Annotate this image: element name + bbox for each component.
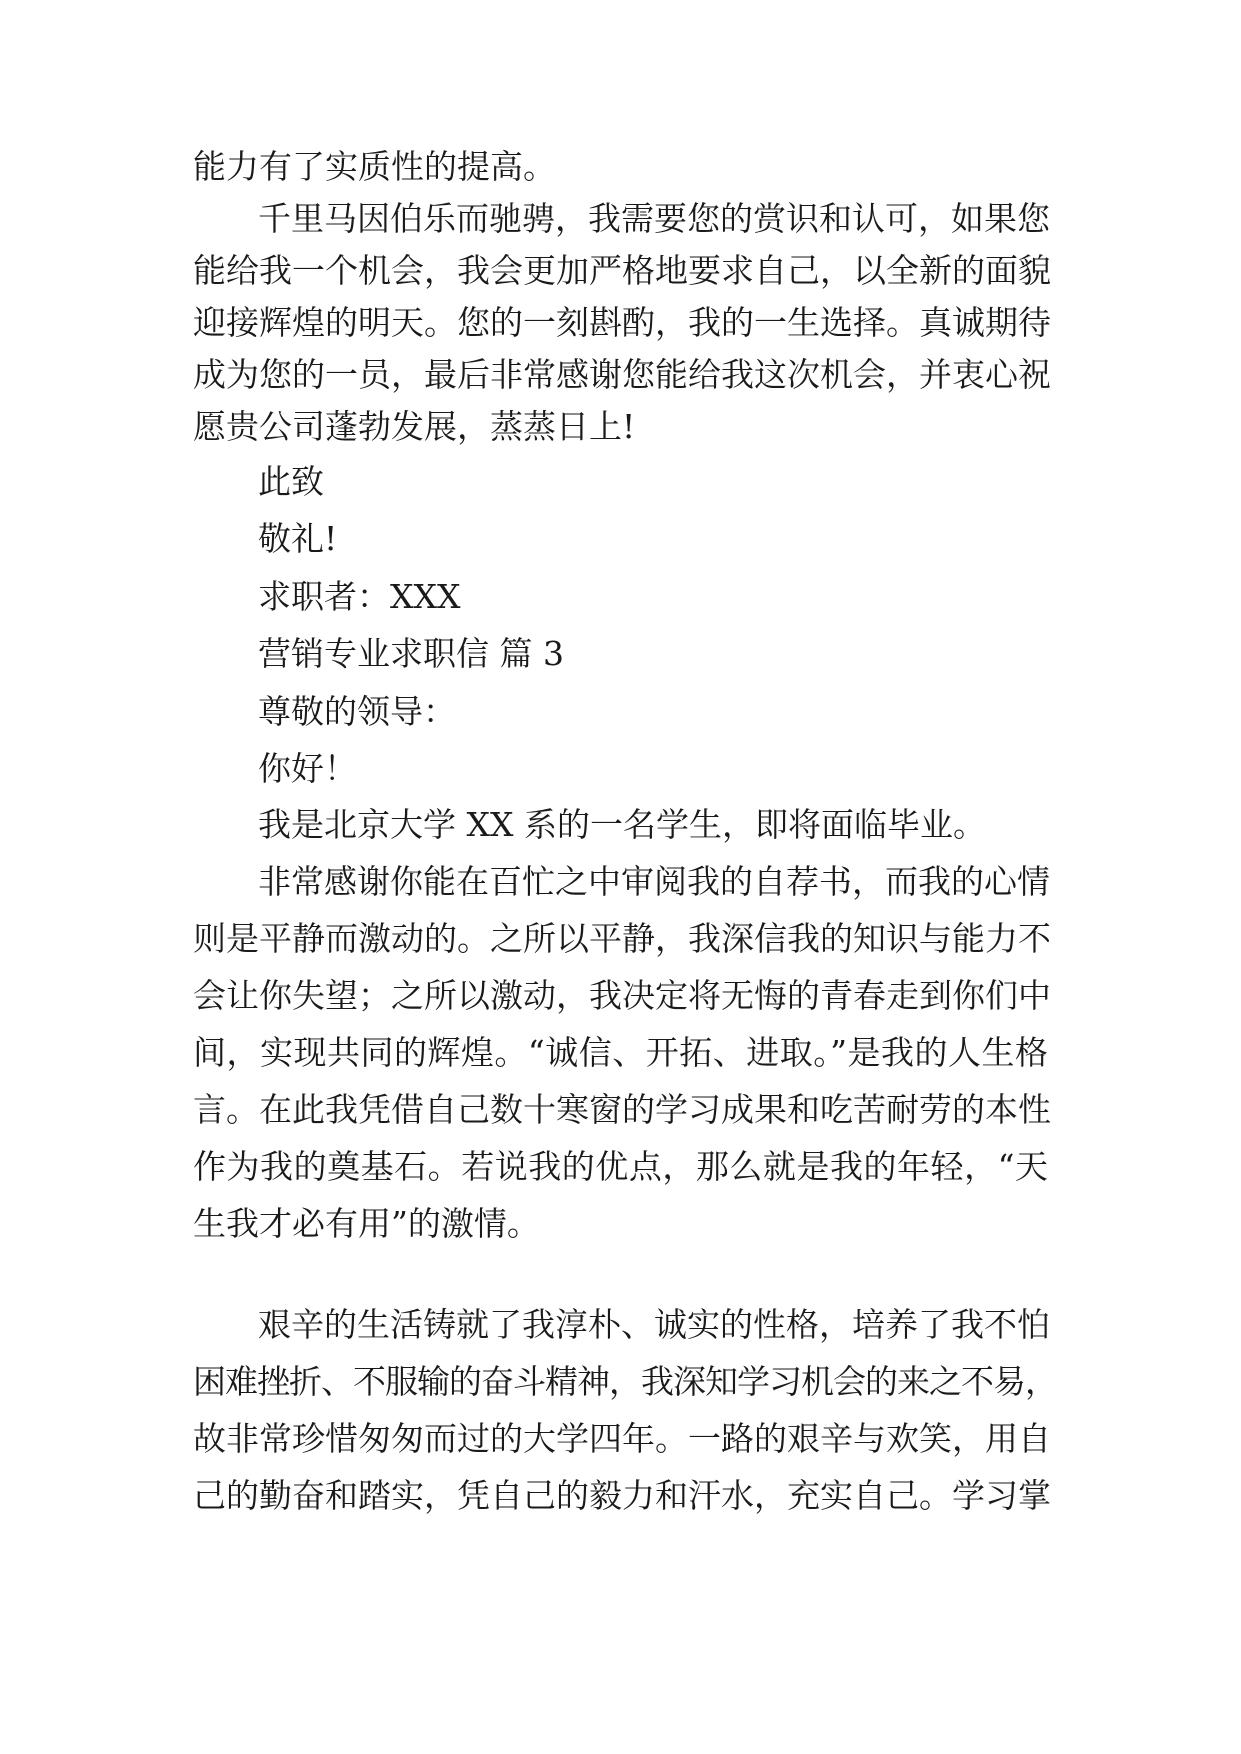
line-text: 困难挫折、不服输的奋斗精神，我深知学习机会的来之不易， — [193, 1362, 1057, 1401]
line-text: 己的勤奋和踏实，凭自己的毅力和汗水，充实自己。学习掌 — [193, 1476, 1051, 1515]
line-text: 作为我的奠基石。若说我的优点，那么就是我的年轻，“天 — [193, 1147, 1048, 1186]
line-text: 成为您的一员，最后非常感谢您能给我这次机会，并衷心祝 — [193, 355, 1051, 394]
line-text: 言。在此我凭借自己数十寒窗的学习成果和吃苦耐劳的本性 — [193, 1090, 1051, 1129]
text-line — [0, 1467, 1241, 1525]
text-line — [0, 510, 1241, 568]
line-text: 我是北京大学 XX 系的一名学生，即将面临毕业。 — [258, 805, 986, 844]
line-text: 生我才必有用”的激情。 — [193, 1204, 540, 1243]
text-line — [0, 190, 1241, 248]
text-line — [0, 1353, 1241, 1411]
text-line — [0, 294, 1241, 352]
line-text: 非常感谢你能在百忙之中审阅我的自荐书，而我的心情 — [258, 862, 1050, 901]
greeting-line: 尊敬的领导： — [258, 692, 456, 731]
text-line — [0, 1296, 1241, 1354]
text-line — [0, 346, 1241, 404]
text-line — [0, 853, 1241, 911]
text-line — [0, 398, 1241, 456]
line-text: 千里马因伯乐而驰骋，我需要您的赏识和认可，如果您 — [258, 199, 1050, 238]
text-line — [0, 796, 1241, 854]
line-text: 能给我一个机会，我会更加严格地要求自己，以全新的面貌 — [193, 251, 1051, 290]
salutation-line: 敬礼! — [258, 519, 338, 558]
text-line — [0, 1410, 1241, 1468]
text-line — [0, 740, 1241, 798]
text-line — [0, 1195, 1241, 1253]
text-line — [0, 683, 1241, 741]
text-line — [0, 453, 1241, 511]
section-heading: 营销专业求职信 篇 3 — [258, 634, 564, 673]
greeting-line: 你好！ — [258, 749, 357, 788]
line-text: 间，实现共同的辉煌。“诚信、开拓、进取。”是我的人生格 — [193, 1033, 1048, 1072]
text-line — [0, 138, 1241, 196]
line-text: 迎接辉煌的明天。您的一刻斟酌，我的一生选择。真诚期待 — [193, 303, 1051, 342]
text-line — [0, 967, 1241, 1025]
line-text: 则是平静而激动的。之所以平静，我深信我的知识与能力不 — [193, 919, 1051, 958]
line-text: 艰辛的生活铸就了我淳朴、诚实的性格，培养了我不怕 — [258, 1305, 1050, 1344]
line-text: 愿贵公司蓬勃发展，蒸蒸日上! — [193, 407, 636, 446]
text-line — [0, 1138, 1241, 1196]
closing-line: 此致 — [258, 462, 324, 501]
text-line — [0, 910, 1241, 968]
line-text: 能力有了实质性的提高。 — [193, 147, 556, 186]
text-line — [0, 242, 1241, 300]
text-line — [0, 625, 1241, 683]
line-text: 故非常珍惜匆匆而过的大学四年。一路的艰辛与欢笑，用自 — [193, 1419, 1051, 1458]
line-text: 会让你失望；之所以激动，我决定将无悔的青春走到你们中 — [193, 976, 1051, 1015]
text-line — [0, 1081, 1241, 1139]
text-line — [0, 568, 1241, 626]
text-line — [0, 1024, 1241, 1082]
signature-line: 求职者：XXX — [258, 577, 461, 616]
